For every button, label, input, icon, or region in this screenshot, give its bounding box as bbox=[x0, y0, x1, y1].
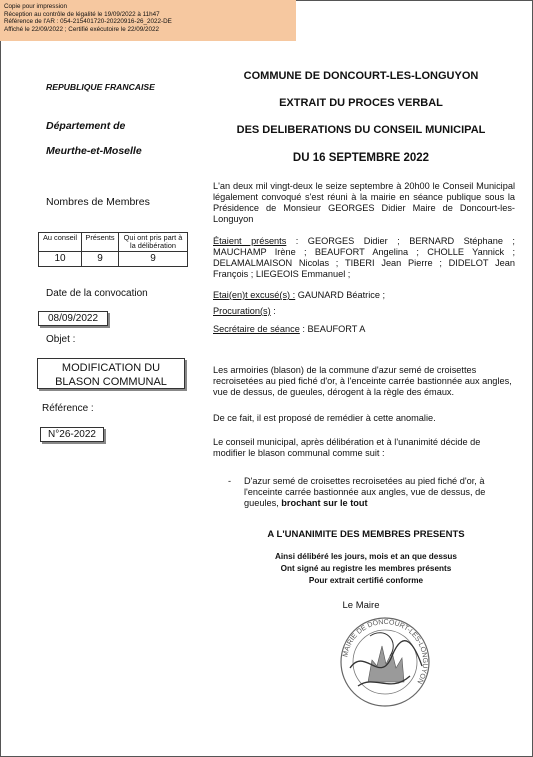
proposal-paragraph: De ce fait, il est proposé de remédier à cette anomalie. bbox=[213, 413, 436, 423]
table-header: Qui ont pris part à la délibération bbox=[119, 233, 188, 252]
objet-label: Objet : bbox=[46, 334, 76, 345]
secretaire-value: : BEAUFORT A bbox=[299, 324, 366, 334]
table-header: Présents bbox=[82, 233, 119, 252]
maire-label: Le Maire bbox=[342, 600, 380, 611]
procurations-label: Procuration(s) bbox=[213, 306, 271, 316]
membres-label: Nombres de Membres bbox=[46, 196, 150, 208]
table-header: Au conseil bbox=[39, 233, 82, 252]
closing-line: Pour extrait certifié conforme bbox=[308, 576, 424, 585]
convocation-label: Date de la convocation bbox=[46, 288, 148, 299]
republique-label: REPUBLIQUE FRANCAISE bbox=[46, 82, 155, 92]
objet-line: BLASON COMMUNAL bbox=[55, 376, 167, 388]
closing-line: Ainsi délibéré les jours, mois et an que dessus bbox=[274, 552, 457, 561]
convocation-date: 08/09/2022 bbox=[38, 311, 108, 326]
deliberations-title: DES DELIBERATIONS DU CONSEIL MUNICIPAL bbox=[236, 124, 486, 136]
blason-description bbox=[244, 476, 506, 509]
excuses-list: GAUNARD Béatrice ; bbox=[295, 290, 386, 300]
objet-line: MODIFICATION DU bbox=[61, 362, 161, 374]
table-cell: 9 bbox=[82, 252, 119, 267]
extrait-title: EXTRAIT DU PROCES VERBAL bbox=[279, 97, 443, 109]
reference-value: N°26-2022 bbox=[40, 427, 104, 442]
decision-paragraph: Le conseil municipal, après délibération et à l'unanimité décide de modifier le blason communal comme suit : bbox=[213, 437, 481, 458]
stamp-ring-text: MAIRIE DE DONCOURT-LES-LONGUYON bbox=[342, 618, 429, 685]
transmission-banner bbox=[0, 0, 296, 41]
armoiries-paragraph: Les armoiries (blason) de la commune d'azur semé de croisettes recroisetées au pied fiché d'or, à l'enceinte carrée bastionnée aux angles, vue de dessus, de gueules, dérogent à la règle des émaux. bbox=[213, 365, 512, 397]
presents-label: Étaient présents bbox=[213, 236, 287, 246]
meeting-date: DU 16 SEPTEMBRE 2022 bbox=[292, 152, 430, 164]
reference-label: Référence : bbox=[42, 403, 94, 414]
unanimite-heading: A L'UNANIMITE DES MEMBRES PRESENTS bbox=[267, 529, 465, 540]
blason-text: D'azur semé de croisettes recroisetées au pied fiché d'or, à l'enceinte carrée bastionnée aux angles, vue de dessus, de gueules, bbox=[244, 476, 486, 508]
blason-bold: brochant sur le tout bbox=[281, 498, 368, 508]
excuses-label: Etai(en)t excusé(s) : bbox=[213, 290, 296, 300]
banner-line: Copie pour impression bbox=[4, 3, 67, 10]
closing-line: Ont signé au registre les membres présents bbox=[280, 564, 452, 573]
banner-line: Affiché le 22/09/2022 ; Certifié exécutoire le 22/09/2022 bbox=[4, 25, 159, 33]
objet-box bbox=[37, 358, 185, 389]
presents-list: : GEORGES Didier ; BERNARD Stéphane ; MAUCHAMP Irène ; BEAUFORT Angelina ; CHOLLE Yannick ; DELAMALMAISON Nicolas ; TIBERI Jean Pierre ; DIDELOT Jean François ; LIEGEOIS Emmanuel ; bbox=[213, 236, 515, 279]
excuses-line bbox=[213, 290, 515, 301]
mairie-stamp bbox=[330, 616, 440, 708]
table-cell: 10 bbox=[39, 252, 82, 267]
secretaire-line bbox=[213, 324, 515, 335]
banner-line: Référence de l'AR : 054-215401720-20220916-26_2022-DE bbox=[4, 18, 172, 26]
bullet-dash: - bbox=[228, 476, 232, 486]
secretaire-label: Secrétaire de séance bbox=[213, 324, 300, 334]
members-table bbox=[38, 232, 188, 267]
departement-name: Meurthe-et-Moselle bbox=[46, 145, 142, 157]
commune-title: COMMUNE DE DONCOURT-LES-LONGUYON bbox=[243, 70, 479, 82]
procurations-value: : bbox=[270, 306, 276, 316]
banner-line: Réception au contrôle de légalité le 19/09/2022 à 11h47 bbox=[4, 10, 160, 18]
departement-label: Département de bbox=[46, 120, 126, 132]
table-cell: 9 bbox=[119, 252, 188, 267]
procurations-line bbox=[213, 306, 515, 317]
intro-paragraph: L'an deux mil vingt-deux le seize septembre à 20h00 le Conseil Municipal légalement convoqué s'est réuni à la mairie en séance publique sous la Présidence de Monsieur GEORGES Didier Maire de Doncourt-les-Longuyon bbox=[213, 181, 515, 224]
presents-paragraph bbox=[213, 236, 515, 280]
